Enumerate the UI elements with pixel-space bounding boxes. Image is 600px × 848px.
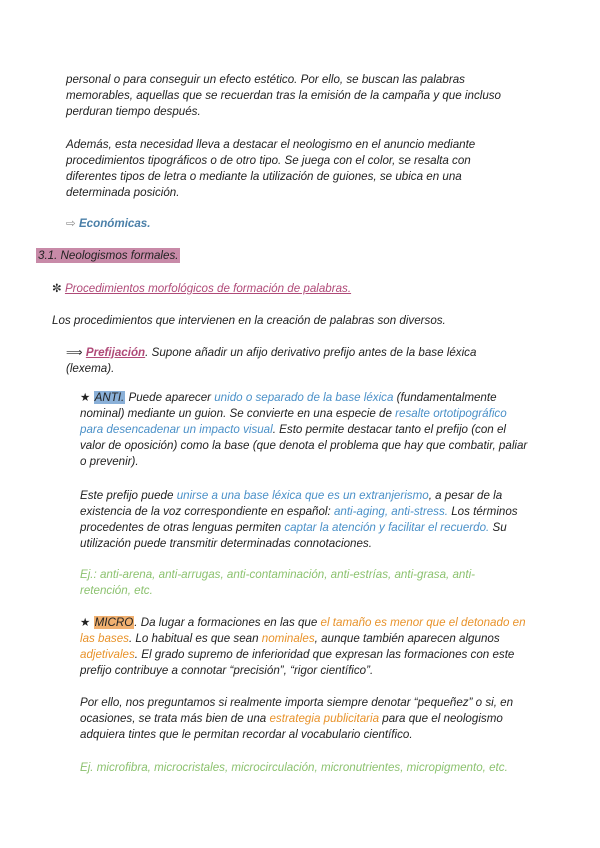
prefijacion-term: Prefijación xyxy=(85,346,146,359)
economicas-label: Económicas. xyxy=(78,217,151,230)
paragraph-efecto-estetico: personal o para conseguir un efecto estético. Por ello, se buscan las palabras memorables, aquellas que se recuerdan tras la emisión de la campaña y que incluso perduran tiempo después. xyxy=(66,73,502,118)
economicas-heading xyxy=(66,216,366,232)
micro-example: Ej. microfibra, microcristales, microcirculación, micronutrientes, micropigmento, etc. xyxy=(80,761,508,774)
anti-paragraph: ★ ANTI. Puede aparecer unido o separado de la base léxica (fundamentalmente nominal) mediante un guion. Se convierte en una especie de resalte ortotipográfico para desencadenar un impacto visual. Esto permite destacar tanto el prefijo (con el valor de oposición) como la base (que denota el problema que hay que combatir, paliar o prevenir). xyxy=(80,391,528,468)
section-title: 3.1. Neologismos formales. xyxy=(38,249,179,262)
arrow-right-icon: ⇨ xyxy=(66,217,76,230)
micro-term: MICRO xyxy=(94,616,134,629)
subsection-heading xyxy=(52,281,512,297)
star-icon: ★ xyxy=(80,616,91,629)
prefijacion-paragraph: ⟹ Prefijación. Supone añadir un afijo derivativo prefijo antes de la base léxica (lexema). xyxy=(66,346,477,375)
star-icon: ★ xyxy=(80,391,91,404)
anti-example: Ej.: anti-arena, anti-arrugas, anti-contaminación, anti-estrías, anti-grasa, anti-retención, etc. xyxy=(80,568,476,597)
asterisk-icon: ✼ xyxy=(52,282,62,295)
anti-term: ANTI. xyxy=(94,391,125,404)
double-arrow-icon: ⟹ xyxy=(66,346,83,359)
subsection-title: Procedimientos morfológicos de formación de palabras. xyxy=(64,282,352,295)
section-heading xyxy=(36,248,336,264)
paragraph-procedimientos: Los procedimientos que intervienen en la creación de palabras son diversos. xyxy=(52,314,446,327)
micro-estrategia-paragraph: Por ello, nos preguntamos si realmente importa siempre denotar “pequeñez” o si, en ocasiones, se trata más bien de una estrategia publicitaria para que el neologismo adquiera tintes que le permitan recordar al vocabulario científico. xyxy=(80,696,514,741)
micro-paragraph: ★ MICRO. Da lugar a formaciones en las que el tamaño es menor que el detonado en las bases. Lo habitual es que sean nominales, aunque también aparecen algunos adjetivales. El grado supremo de inferioridad que expresan las formaciones con este prefijo contribuye a connotar “precisión”, “rigor científico”. xyxy=(80,616,526,677)
paragraph-procedimientos-tipograficos: Además, esta necesidad lleva a destacar el neologismo en el anuncio mediante procedimientos tipográficos o de otro tipo. Se juega con el color, se resalta con diferentes tipos de letra o mediante la utilización de guiones, se ubica en una determinada posición. xyxy=(66,138,476,199)
anti-extranjerismo-paragraph: Este prefijo puede unirse a una base léxica que es un extranjerismo, a pesar de la existencia de la voz correspondiente en español: anti-aging, anti-stress. Los términos procedentes de otras lenguas permiten captar la atención y facilitar el recuerdo. Su utilización puede transmitir determinadas connotaciones. xyxy=(80,489,518,550)
